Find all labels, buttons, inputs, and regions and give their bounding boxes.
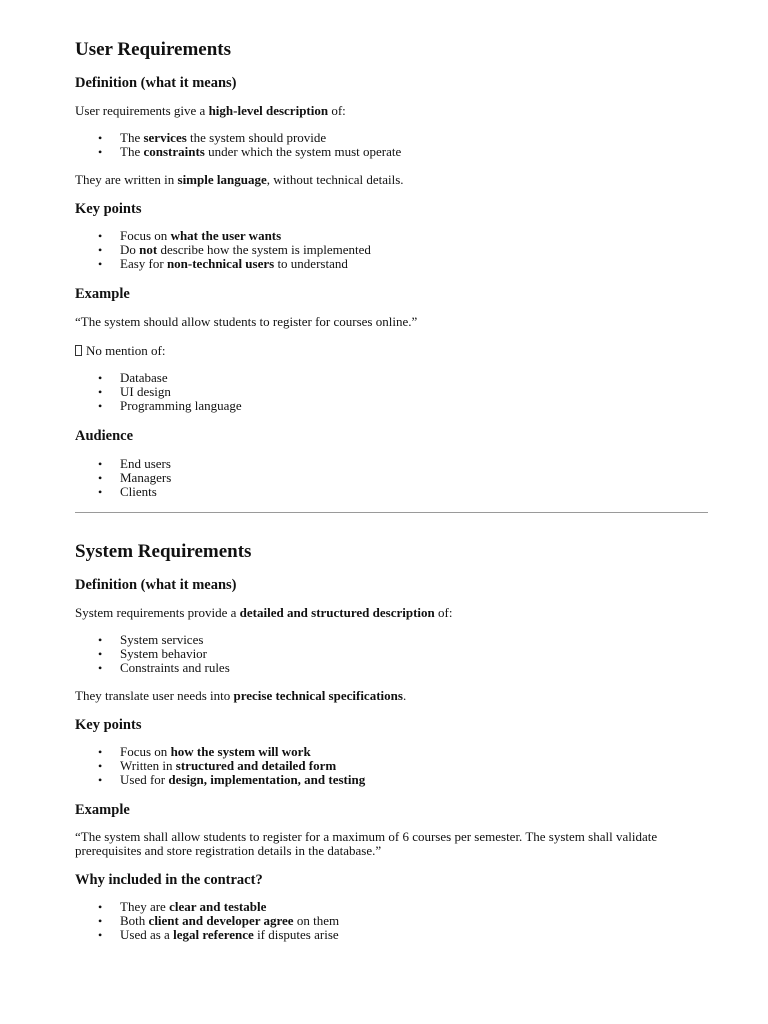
- list-item: • System behavior: [120, 647, 708, 661]
- user-key-points-list: [75, 229, 708, 271]
- list-item: • The constraints under which the system must operate: [120, 145, 708, 159]
- user-written-paragraph: They are written in simple language, without technical details.: [75, 172, 404, 187]
- list-item: • Used as a legal reference if disputes arise: [120, 928, 708, 942]
- user-requirements-title: User Requirements: [75, 39, 232, 60]
- system-why-heading: Why included in the contract?: [75, 872, 263, 888]
- missing-glyph-icon: [75, 345, 82, 356]
- list-item: • Do not describe how the system is implemented: [120, 243, 708, 257]
- user-example-quote: “The system should allow students to register for courses online.”: [75, 314, 418, 329]
- user-no-mention-paragraph: No mention of:: [75, 343, 708, 359]
- user-key-points-heading: Key points: [75, 201, 142, 217]
- system-why-list: [75, 900, 708, 942]
- list-item: • Focus on how the system will work: [120, 745, 708, 759]
- system-key-points-heading: Key points: [75, 717, 142, 733]
- list-item: • Managers: [120, 471, 708, 485]
- system-example-quote: “The system shall allow students to register for a maximum of 6 courses per semester. The system shall validate prerequisites and store registration details in the database.”: [75, 829, 658, 858]
- list-item: • Written in structured and detailed form: [120, 759, 708, 773]
- list-item: • Easy for non-technical users to understand: [120, 257, 708, 271]
- list-item: • They are clear and testable: [120, 900, 708, 914]
- list-item: • Constraints and rules: [120, 661, 708, 675]
- system-example-heading: Example: [75, 802, 130, 818]
- list-item: • Clients: [120, 485, 708, 499]
- user-no-mention-list: [75, 371, 708, 413]
- list-item: • Database: [120, 371, 708, 385]
- list-item: • Used for design, implementation, and testing: [120, 773, 708, 787]
- user-definition-list: [75, 131, 708, 159]
- list-item: • Programming language: [120, 399, 708, 413]
- system-intro-paragraph: System requirements provide a detailed and structured description of:: [75, 605, 453, 620]
- system-translate-paragraph: They translate user needs into precise technical specifications.: [75, 688, 407, 703]
- system-definition-heading: Definition (what it means): [75, 577, 237, 593]
- user-audience-heading: Audience: [75, 428, 133, 444]
- list-item: • Both client and developer agree on them: [120, 914, 708, 928]
- system-requirements-title: System Requirements: [75, 541, 252, 562]
- user-example-heading: Example: [75, 286, 130, 302]
- user-audience-list: [75, 457, 708, 499]
- section-divider: [75, 512, 708, 513]
- system-key-points-list: [75, 745, 708, 787]
- list-item: • Focus on what the user wants: [120, 229, 708, 243]
- user-intro-paragraph: User requirements give a high-level description of:: [75, 103, 346, 118]
- system-definition-list: [75, 633, 708, 675]
- list-item: • The services the system should provide: [120, 131, 708, 145]
- list-item: • System services: [120, 633, 708, 647]
- list-item: • End users: [120, 457, 708, 471]
- user-definition-heading: Definition (what it means): [75, 75, 237, 91]
- list-item: • UI design: [120, 385, 708, 399]
